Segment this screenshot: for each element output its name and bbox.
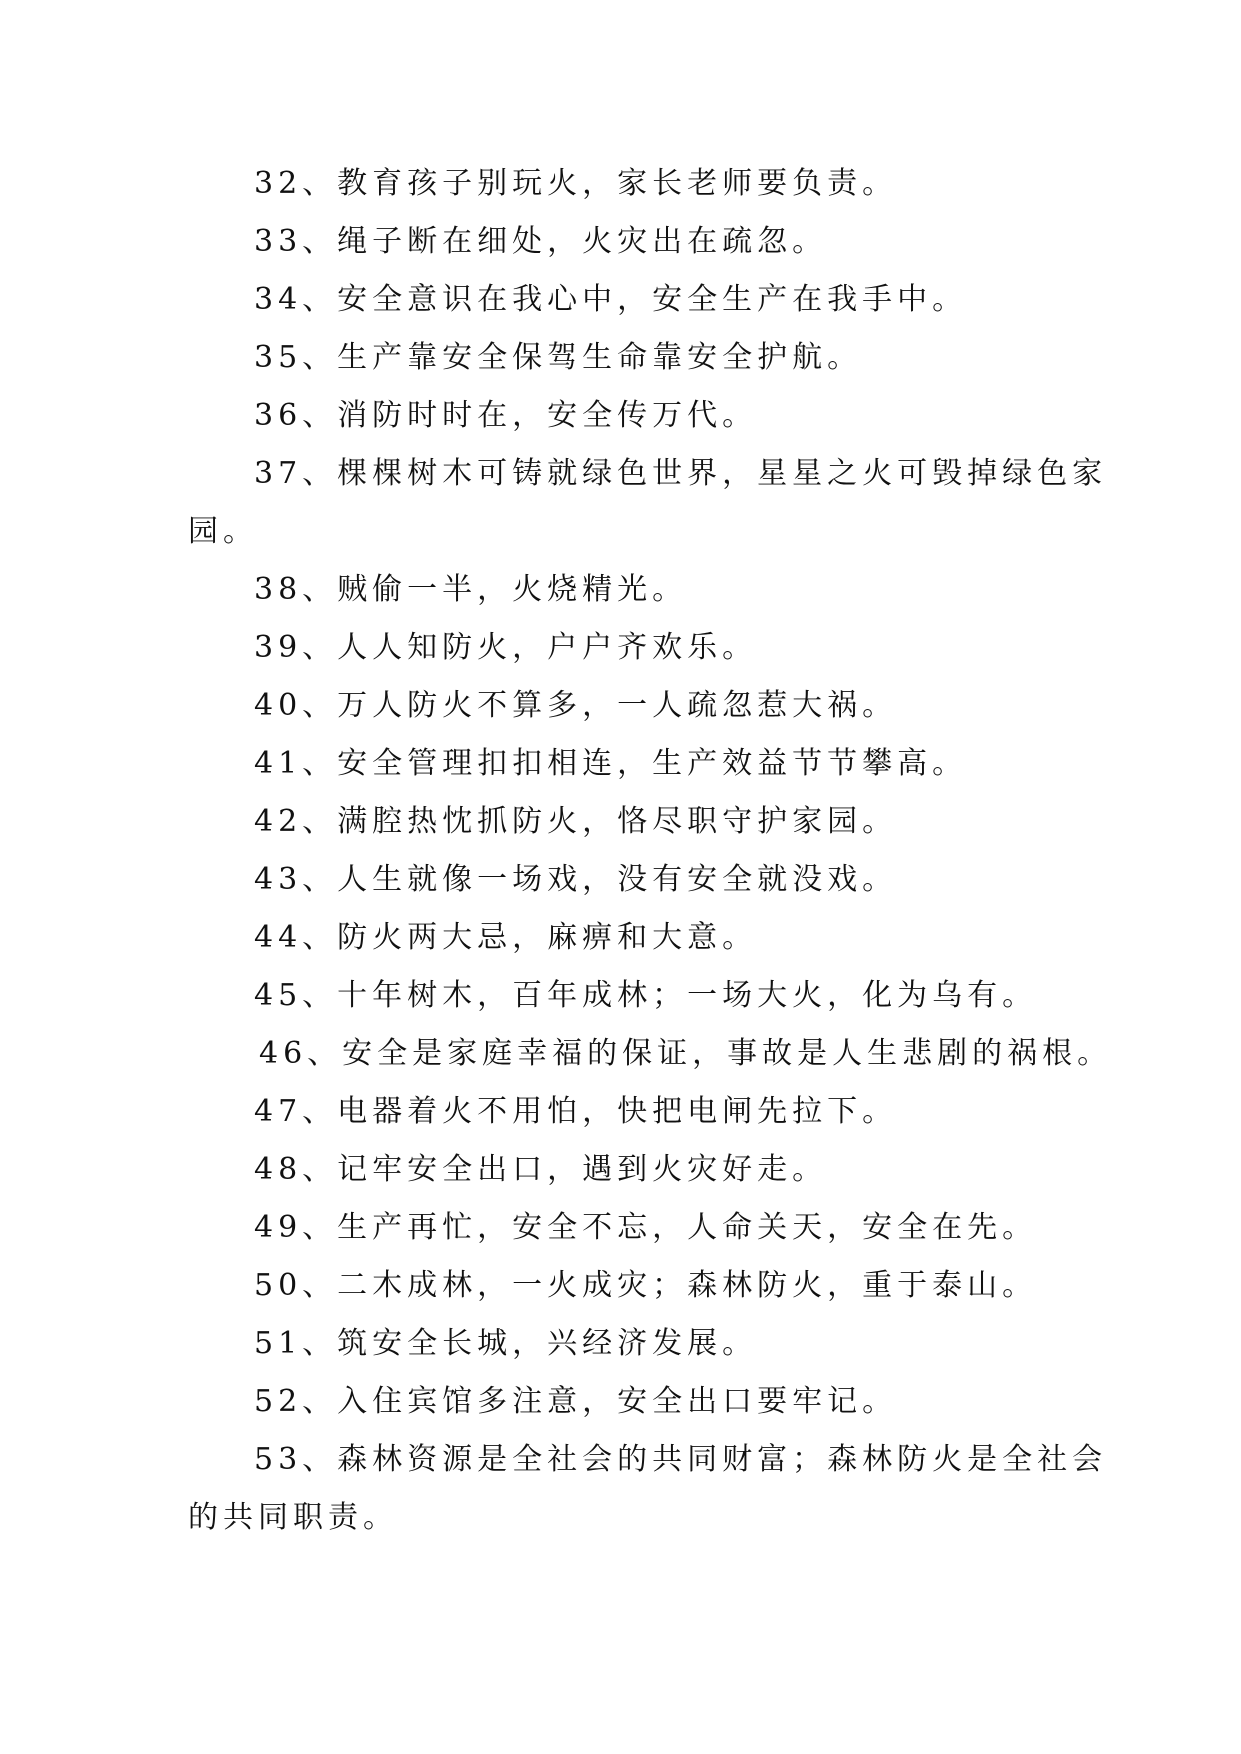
slogan-34: 34、安全意识在我心中，安全生产在我手中。 <box>254 282 968 317</box>
slogan-49: 49、生产再忙，安全不忘，人命关天，安全在先。 <box>254 1210 1038 1245</box>
slogan-39: 39、人人知防火，户户齐欢乐。 <box>254 630 758 665</box>
slogan-42: 42、满腔热忱抓防火，恪尽职守护家园。 <box>254 804 898 839</box>
slogan-38: 38、贼偷一半，火烧精光。 <box>254 572 688 607</box>
slogan-51: 51、筑安全长城，兴经济发展。 <box>254 1326 758 1361</box>
slogan-37-continuation: 园。 <box>188 514 258 549</box>
slogan-44: 44、防火两大忌，麻痹和大意。 <box>254 920 758 955</box>
slogan-41: 41、安全管理扣扣相连，生产效益节节攀高。 <box>254 746 968 781</box>
slogan-53-continuation: 的共同职责。 <box>188 1500 398 1535</box>
slogan-50: 50、二木成林，一火成灾；森林防火，重于泰山。 <box>254 1268 1038 1303</box>
slogan-37: 37、棵棵树木可铸就绿色世界，星星之火可毁掉绿色家 <box>254 456 1108 491</box>
slogan-36: 36、消防时时在，安全传万代。 <box>254 398 758 433</box>
slogan-47: 47、电器着火不用怕，快把电闸先拉下。 <box>254 1094 898 1129</box>
slogan-53: 53、森林资源是全社会的共同财富；森林防火是全社会 <box>254 1442 1108 1477</box>
slogan-46: 46、安全是家庭幸福的保证，事故是人生悲剧的祸根。 <box>259 1036 1113 1071</box>
slogan-35: 35、生产靠安全保驾生命靠安全护航。 <box>254 340 863 375</box>
slogan-33: 33、绳子断在细处，火灾出在疏忽。 <box>254 224 828 259</box>
slogan-43: 43、人生就像一场戏，没有安全就没戏。 <box>254 862 898 897</box>
slogan-52: 52、入住宾馆多注意，安全出口要牢记。 <box>254 1384 898 1419</box>
slogan-32: 32、教育孩子别玩火，家长老师要负责。 <box>254 166 898 201</box>
slogan-48: 48、记牢安全出口，遇到火灾好走。 <box>254 1152 828 1187</box>
slogan-45: 45、十年树木，百年成林；一场大火，化为乌有。 <box>254 978 1038 1013</box>
slogan-40: 40、万人防火不算多，一人疏忽惹大祸。 <box>254 688 898 723</box>
